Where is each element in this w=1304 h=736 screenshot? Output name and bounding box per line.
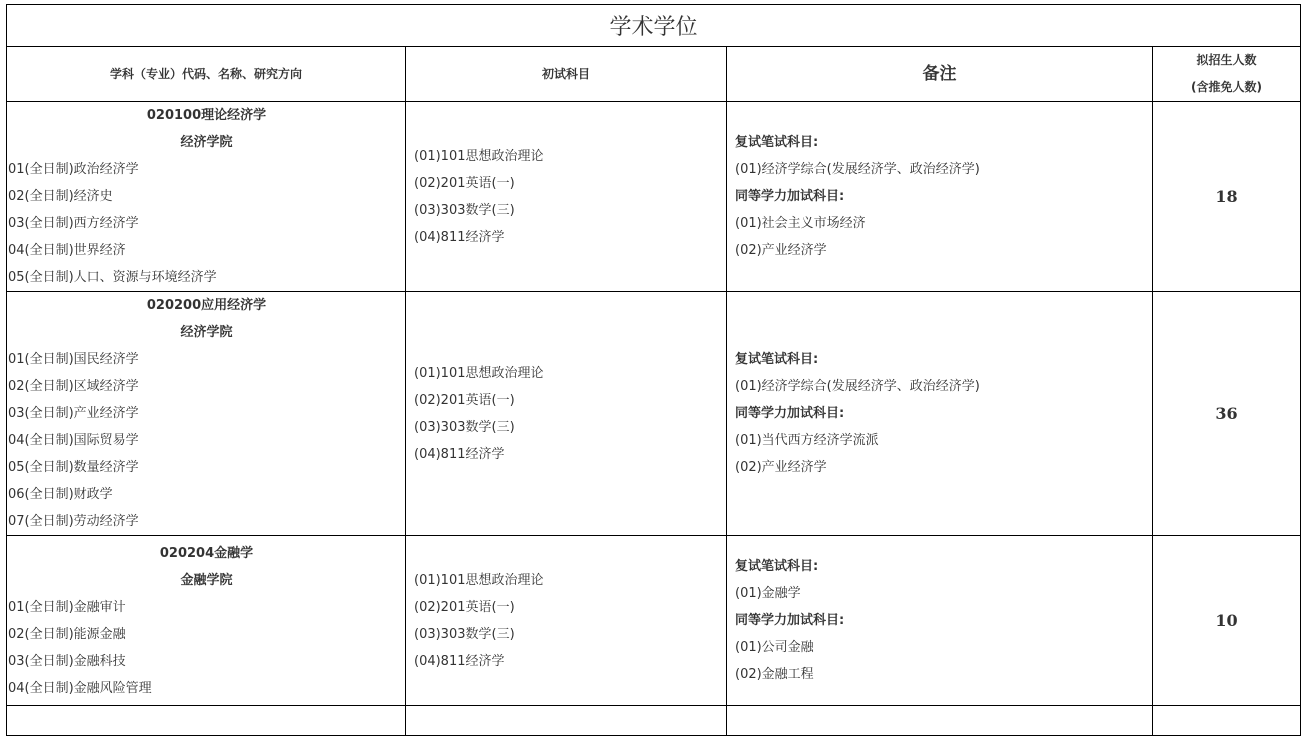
header-subject: 学科（专业）代码、名称、研究方向: [7, 47, 406, 102]
major-code-name: 020200应用经济学: [146, 298, 267, 313]
extra-exam-label: 同等学力加试科目:: [735, 613, 845, 628]
exam-item: (03)303数学(三): [414, 419, 515, 435]
exam-item: (01)101思想政治理论: [414, 572, 544, 588]
exam-item: (04)811经济学: [414, 446, 505, 462]
exam-item: (02)201英语(一): [414, 175, 515, 191]
table-title: 学术学位: [7, 5, 1301, 47]
extra-exam-item: (01)社会主义市场经济: [735, 216, 866, 231]
exam-item: (04)811经济学: [414, 229, 505, 245]
exam-item: (03)303数学(三): [414, 626, 515, 642]
extra-exam-item: (02)产业经济学: [735, 243, 827, 258]
extra-exam-label: 同等学力加试科目:: [735, 406, 845, 421]
direction-item: 01(全日制)国民经济学: [8, 352, 139, 367]
header-remarks: 备注: [727, 47, 1153, 102]
header-exam: 初试科目: [406, 47, 727, 102]
exam-item: (04)811经济学: [414, 653, 505, 669]
direction-item: 01(全日制)政治经济学: [8, 162, 139, 177]
exam-item: (01)101思想政治理论: [414, 148, 544, 164]
extra-exam-item: (01)当代西方经济学流派: [735, 433, 879, 448]
retest-item: (01)金融学: [735, 586, 801, 601]
table-row-partial: [7, 706, 1301, 736]
quota-cell: 36: [1153, 292, 1301, 536]
exam-cell: [406, 102, 727, 292]
direction-item: 02(全日制)经济史: [8, 189, 113, 204]
quota-cell: 10: [1153, 536, 1301, 706]
remarks-cell: [727, 706, 1153, 736]
direction-item: 05(全日制)数量经济学: [8, 460, 139, 475]
direction-item: 03(全日制)西方经济学: [8, 216, 139, 231]
subject-cell: [7, 536, 406, 706]
direction-item: 02(全日制)能源金融: [8, 626, 126, 642]
direction-item: 04(全日制)国际贸易学: [8, 433, 139, 448]
admissions-table: [6, 4, 1301, 736]
retest-label: 复试笔试科目:: [735, 135, 819, 150]
remarks-cell: [727, 536, 1153, 706]
school-name: 金融学院: [180, 572, 233, 588]
exam-item: (02)201英语(一): [414, 599, 515, 615]
exam-item: (03)303数学(三): [414, 202, 515, 218]
exam-cell: [406, 292, 727, 536]
exam-item: (02)201英语(一): [414, 392, 515, 408]
exam-item: (01)101思想政治理论: [414, 365, 544, 381]
exam-cell: [406, 706, 727, 736]
remarks-cell: [727, 102, 1153, 292]
header-row: [7, 47, 1301, 102]
direction-item: 07(全日制)劳动经济学: [8, 514, 139, 529]
direction-item: 03(全日制)产业经济学: [8, 406, 139, 421]
extra-exam-item: (02)产业经济学: [735, 460, 827, 475]
table-row: [7, 102, 1301, 292]
direction-item: 01(全日制)金融审计: [8, 599, 126, 615]
extra-exam-item: (01)公司金融: [735, 640, 814, 655]
school-name: 经济学院: [180, 135, 233, 150]
quota-cell: 18: [1153, 102, 1301, 292]
direction-item: 04(全日制)金融风险管理: [8, 680, 152, 696]
direction-item: 03(全日制)金融科技: [8, 653, 126, 669]
retest-item: (01)经济学综合(发展经济学、政治经济学): [735, 379, 980, 394]
direction-item: 06(全日制)财政学: [8, 487, 113, 502]
direction-item: 02(全日制)区域经济学: [8, 379, 139, 394]
title-row: [7, 5, 1301, 47]
direction-item: 05(全日制)人口、资源与环境经济学: [8, 270, 217, 285]
table-row: [7, 536, 1301, 706]
subject-cell: [7, 102, 406, 292]
extra-exam-item: (02)金融工程: [735, 667, 814, 682]
subject-cell: [7, 706, 406, 736]
retest-item: (01)经济学综合(发展经济学、政治经济学): [735, 162, 980, 177]
header-quota: 拟招生人数 (含推免人数): [1153, 47, 1301, 102]
school-name: 经济学院: [180, 325, 233, 340]
retest-label: 复试笔试科目:: [735, 352, 819, 367]
extra-exam-label: 同等学力加试科目:: [735, 189, 845, 204]
exam-cell: [406, 536, 727, 706]
remarks-cell: [727, 292, 1153, 536]
major-code-name: 020100理论经济学: [146, 108, 267, 123]
subject-cell: [7, 292, 406, 536]
table-row: [7, 292, 1301, 536]
direction-item: 04(全日制)世界经济: [8, 243, 126, 258]
quota-cell: [1153, 706, 1301, 736]
retest-label: 复试笔试科目:: [735, 559, 819, 574]
major-code-name: 020204金融学: [159, 545, 254, 561]
